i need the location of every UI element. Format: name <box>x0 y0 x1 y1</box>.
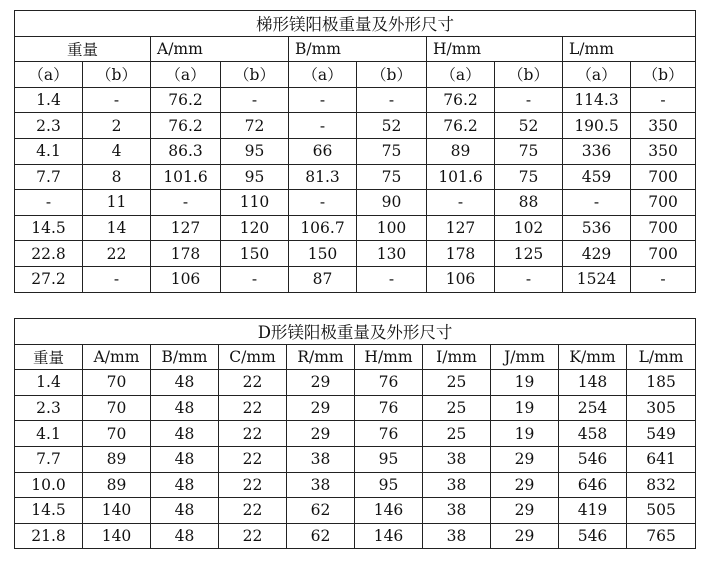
table-cell: 87 <box>289 266 357 292</box>
table-cell: 140 <box>83 523 151 549</box>
table-cell: 350 <box>631 138 696 164</box>
column-header: B/mm <box>151 344 219 370</box>
table-row <box>15 395 696 421</box>
table-cell: 14.5 <box>15 498 83 524</box>
table-cell: 22 <box>219 421 287 447</box>
table-cell: 38 <box>287 472 355 498</box>
table-cell: 150 <box>289 241 357 267</box>
table-cell: 29 <box>491 498 559 524</box>
table-cell: 25 <box>423 370 491 396</box>
table-cell: - <box>563 190 631 216</box>
table-cell: 254 <box>559 395 627 421</box>
table-cell: - <box>83 87 151 113</box>
column-header: J/mm <box>491 344 559 370</box>
table-cell: 14 <box>83 215 151 241</box>
table-cell: - <box>151 190 221 216</box>
table-cell: 10.0 <box>15 472 83 498</box>
sub-header-a: （a） <box>151 62 221 88</box>
table-cell: 48 <box>151 395 219 421</box>
table-cell: 19 <box>491 395 559 421</box>
table-cell: - <box>631 266 696 292</box>
table-row <box>15 266 696 292</box>
table-cell: 114.3 <box>563 87 631 113</box>
table-cell: 29 <box>287 421 355 447</box>
group-header-row <box>15 36 696 62</box>
table-cell: 86.3 <box>151 138 221 164</box>
table-cell: 75 <box>357 164 427 190</box>
table-cell: 75 <box>357 138 427 164</box>
sub-header-b: （b） <box>357 62 427 88</box>
table-cell: 140 <box>83 498 151 524</box>
table-cell: 2 <box>83 113 151 139</box>
sub-header-a: （a） <box>289 62 357 88</box>
table-cell: 459 <box>563 164 631 190</box>
table-row <box>15 87 696 113</box>
table-cell: 89 <box>83 446 151 472</box>
table-cell: 19 <box>491 370 559 396</box>
table-cell: 1.4 <box>15 370 83 396</box>
table-cell: 190.5 <box>563 113 631 139</box>
table-cell: 305 <box>627 395 696 421</box>
table-cell: 101.6 <box>151 164 221 190</box>
table-cell: 48 <box>151 370 219 396</box>
table-title: D形镁阳极重量及外形尺寸 <box>15 319 696 345</box>
column-header: I/mm <box>423 344 491 370</box>
table-cell: 62 <box>287 523 355 549</box>
table-row <box>15 164 696 190</box>
table-cell: 146 <box>355 498 423 524</box>
table-body <box>15 370 696 549</box>
table-cell: - <box>221 266 289 292</box>
column-header: 重量 <box>15 344 83 370</box>
table-cell: 25 <box>423 421 491 447</box>
table-cell: - <box>357 266 427 292</box>
group-header-a: A/mm <box>151 36 289 62</box>
table-cell: 38 <box>423 472 491 498</box>
table-cell: 81.3 <box>289 164 357 190</box>
table-cell: 7.7 <box>15 446 83 472</box>
table-cell: 7.7 <box>15 164 83 190</box>
table-cell: 22.8 <box>15 241 83 267</box>
table-cell: 127 <box>151 215 221 241</box>
table-cell: 22 <box>219 472 287 498</box>
sub-header-b: （b） <box>221 62 289 88</box>
table-cell: 4 <box>83 138 151 164</box>
group-header-l: L/mm <box>563 36 696 62</box>
table-row <box>15 421 696 447</box>
table-cell: 120 <box>221 215 289 241</box>
table-cell: 25 <box>423 395 491 421</box>
table-cell: 22 <box>219 370 287 396</box>
table-cell: 641 <box>627 446 696 472</box>
sub-header-a: （a） <box>15 62 83 88</box>
table-cell: 27.2 <box>15 266 83 292</box>
table-cell: 90 <box>357 190 427 216</box>
table-cell: - <box>427 190 495 216</box>
table-row <box>15 498 696 524</box>
table-cell: 89 <box>83 472 151 498</box>
table-cell: 4.1 <box>15 421 83 447</box>
table-row <box>15 446 696 472</box>
table-cell: 29 <box>287 395 355 421</box>
column-header: L/mm <box>627 344 696 370</box>
sub-header-b: （b） <box>631 62 696 88</box>
table-cell: 14.5 <box>15 215 83 241</box>
table-cell: 38 <box>423 498 491 524</box>
table-cell: 106 <box>427 266 495 292</box>
table-cell: 29 <box>491 472 559 498</box>
table-cell: 700 <box>631 190 696 216</box>
table-cell: 70 <box>83 421 151 447</box>
sub-header-a: （a） <box>427 62 495 88</box>
table-cell: 106 <box>151 266 221 292</box>
table-cell: 75 <box>495 164 563 190</box>
table-cell: 21.8 <box>15 523 83 549</box>
table-cell: 88 <box>495 190 563 216</box>
table-cell: 62 <box>287 498 355 524</box>
table-cell: 70 <box>83 395 151 421</box>
table-row <box>15 241 696 267</box>
table-cell: 4.1 <box>15 138 83 164</box>
table-cell: 38 <box>423 523 491 549</box>
table-row <box>15 370 696 396</box>
table-cell: 95 <box>221 138 289 164</box>
table-cell: 646 <box>559 472 627 498</box>
table-cell: 106.7 <box>289 215 357 241</box>
table-cell: 29 <box>491 523 559 549</box>
table-cell: 76.2 <box>151 113 221 139</box>
table-cell: 102 <box>495 215 563 241</box>
table-cell: 700 <box>631 215 696 241</box>
table-title: 梯形镁阳极重量及外形尺寸 <box>15 11 696 37</box>
table-cell: 458 <box>559 421 627 447</box>
column-header: R/mm <box>287 344 355 370</box>
sub-header-b: （b） <box>83 62 151 88</box>
table-cell: 48 <box>151 498 219 524</box>
table-row <box>15 190 696 216</box>
column-header: A/mm <box>83 344 151 370</box>
table-cell: 29 <box>491 446 559 472</box>
table-cell: 95 <box>355 446 423 472</box>
table-cell: 700 <box>631 241 696 267</box>
table-cell: 22 <box>219 446 287 472</box>
table-row <box>15 138 696 164</box>
table-cell: 419 <box>559 498 627 524</box>
table-cell: 75 <box>495 138 563 164</box>
table-row <box>15 113 696 139</box>
table-cell: 76.2 <box>427 113 495 139</box>
table-cell: 89 <box>427 138 495 164</box>
table-cell: 146 <box>355 523 423 549</box>
table-cell: - <box>357 87 427 113</box>
table-cell: 48 <box>151 446 219 472</box>
table-cell: 22 <box>219 523 287 549</box>
table-cell: 11 <box>83 190 151 216</box>
table-cell: 536 <box>563 215 631 241</box>
table-cell: 76.2 <box>427 87 495 113</box>
table-cell: 178 <box>151 241 221 267</box>
table-cell: 110 <box>221 190 289 216</box>
table-cell: - <box>495 266 563 292</box>
table-cell: 185 <box>627 370 696 396</box>
table-cell: 38 <box>287 446 355 472</box>
table-cell: 148 <box>559 370 627 396</box>
table-row <box>15 472 696 498</box>
table-cell: 429 <box>563 241 631 267</box>
sub-header-b: （b） <box>495 62 563 88</box>
group-header-h: H/mm <box>427 36 563 62</box>
table-cell: 38 <box>423 446 491 472</box>
table-cell: 100 <box>357 215 427 241</box>
table-body <box>15 87 696 292</box>
table-cell: - <box>221 87 289 113</box>
trapezoid-anode-table <box>14 10 696 293</box>
table-cell: 76.2 <box>151 87 221 113</box>
table-cell: - <box>83 266 151 292</box>
table-cell: 52 <box>495 113 563 139</box>
table-cell: 29 <box>287 370 355 396</box>
table-cell: 505 <box>627 498 696 524</box>
table-cell: 546 <box>559 446 627 472</box>
table-cell: 72 <box>221 113 289 139</box>
table-cell: 350 <box>631 113 696 139</box>
table-cell: 2.3 <box>15 113 83 139</box>
table-cell: 52 <box>357 113 427 139</box>
table-cell: 832 <box>627 472 696 498</box>
table-cell: 127 <box>427 215 495 241</box>
table-cell: 66 <box>289 138 357 164</box>
table-cell: 130 <box>357 241 427 267</box>
table-cell: 48 <box>151 472 219 498</box>
table-cell: - <box>289 87 357 113</box>
table-cell: - <box>631 87 696 113</box>
column-header: C/mm <box>219 344 287 370</box>
table-cell: 700 <box>631 164 696 190</box>
table-cell: 546 <box>559 523 627 549</box>
table-cell: 101.6 <box>427 164 495 190</box>
sub-header-a: （a） <box>563 62 631 88</box>
table-cell: 48 <box>151 421 219 447</box>
table-row <box>15 523 696 549</box>
table-cell: 549 <box>627 421 696 447</box>
table-cell: 22 <box>219 498 287 524</box>
table-cell: 178 <box>427 241 495 267</box>
column-header: H/mm <box>355 344 423 370</box>
table-cell: 125 <box>495 241 563 267</box>
table-cell: 70 <box>83 370 151 396</box>
table-cell: 22 <box>219 395 287 421</box>
table-cell: 1.4 <box>15 87 83 113</box>
table-cell: - <box>289 190 357 216</box>
table-cell: 1524 <box>563 266 631 292</box>
table-cell: 8 <box>83 164 151 190</box>
table-cell: 48 <box>151 523 219 549</box>
table-cell: 765 <box>627 523 696 549</box>
table-cell: 95 <box>221 164 289 190</box>
table-cell: 76 <box>355 421 423 447</box>
table-cell: 76 <box>355 370 423 396</box>
table-cell: 22 <box>83 241 151 267</box>
d-shape-anode-table <box>14 318 696 549</box>
column-header: K/mm <box>559 344 627 370</box>
table-cell: - <box>15 190 83 216</box>
table-cell: - <box>289 113 357 139</box>
table-cell: 95 <box>355 472 423 498</box>
sub-header-row <box>15 62 696 88</box>
column-header-row <box>15 344 696 370</box>
table-cell: 150 <box>221 241 289 267</box>
group-header-weight: 重量 <box>15 36 151 62</box>
table-cell: 2.3 <box>15 395 83 421</box>
group-header-b: B/mm <box>289 36 427 62</box>
table-cell: 336 <box>563 138 631 164</box>
table-cell: 76 <box>355 395 423 421</box>
table-row <box>15 215 696 241</box>
table-cell: - <box>495 87 563 113</box>
table-cell: 19 <box>491 421 559 447</box>
